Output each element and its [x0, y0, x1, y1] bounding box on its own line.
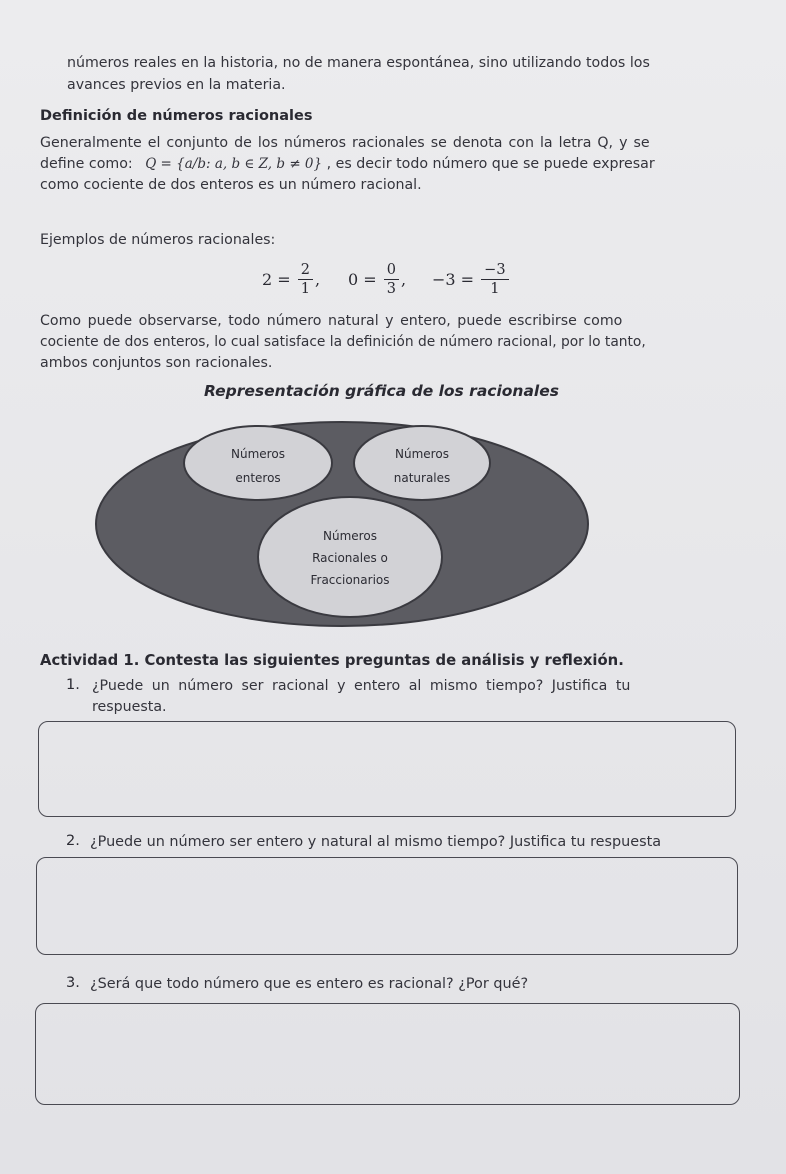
example-2-numerator: 0 — [384, 262, 399, 280]
example-1-lhs: 2 = — [262, 270, 291, 289]
rational-set-formula: Q = {a/b: a, b ∈ Z, b ≠ 0} — [145, 156, 323, 172]
example-2-fraction — [384, 262, 399, 297]
example-1 — [262, 262, 320, 297]
intro-line-1: números reales en la historia, no de manera espontánea, sino utilizando todos los — [67, 55, 650, 71]
question-1-line-2: respuesta. — [92, 699, 167, 715]
example-2-lhs: 0 = — [348, 270, 377, 289]
question-3-number: 3. — [66, 975, 80, 991]
definition-line-2 — [40, 154, 655, 175]
answer-box-2[interactable] — [36, 857, 738, 955]
definition-heading: Definición de números racionales — [40, 108, 313, 124]
racionales-label-3: Fraccionarios — [310, 573, 390, 587]
definition-suffix: , es decir todo número que se puede expresar — [326, 156, 655, 172]
example-1-sep: , — [315, 270, 321, 289]
enteros-ellipse — [184, 426, 332, 500]
activity-heading: Actividad 1. Contesta las siguientes preguntas de análisis y reflexión. — [40, 652, 624, 669]
definition-line-1: Generalmente el conjunto de los números racionales se denota con la letra Q, y se — [40, 135, 650, 151]
examples-heading: Ejemplos de números racionales: — [40, 232, 276, 248]
example-1-fraction — [298, 262, 313, 297]
rationals-venn-diagram — [0, 412, 786, 642]
diagram-title: Representación gráfica de los racionales — [204, 382, 559, 400]
enteros-label-1: Números — [231, 447, 285, 461]
answer-box-3[interactable] — [35, 1003, 740, 1105]
observation-line-3: ambos conjuntos son racionales. — [40, 355, 273, 371]
example-2 — [348, 262, 406, 297]
question-3-line-1: ¿Será que todo número que es entero es racional? ¿Por qué? — [90, 976, 529, 992]
naturales-ellipse — [354, 426, 490, 500]
intro-line-2: avances previos en la materia. — [67, 77, 286, 93]
example-2-denominator: 3 — [386, 281, 396, 297]
example-3-numerator: −3 — [481, 262, 508, 280]
example-1-denominator: 1 — [300, 281, 310, 297]
question-2-number: 2. — [66, 833, 80, 849]
example-3 — [432, 262, 511, 297]
racionales-label-2: Racionales o — [312, 551, 388, 565]
question-2-line-1: ¿Puede un número ser entero y natural al mismo tiempo? Justifica tu respuesta — [90, 834, 662, 850]
observation-line-1: Como puede observarse, todo número natural y entero, puede escribirse como — [40, 313, 623, 329]
example-2-sep: , — [401, 270, 407, 289]
racionales-label-1: Números — [323, 529, 377, 543]
enteros-label-2: enteros — [235, 471, 281, 485]
example-3-denominator: 1 — [490, 281, 500, 297]
answer-box-1[interactable] — [38, 721, 736, 817]
question-1-line-1: ¿Puede un número ser racional y entero al mismo tiempo? Justifica tu — [92, 678, 631, 694]
naturales-label-1: Números — [395, 447, 449, 461]
definition-prefix: define como: — [40, 156, 133, 172]
example-3-lhs: −3 = — [432, 270, 475, 289]
question-1-number: 1. — [66, 677, 80, 693]
naturales-label-2: naturales — [393, 471, 451, 485]
example-3-fraction — [481, 262, 508, 297]
definition-line-3: como cociente de dos enteros es un número racional. — [40, 177, 422, 193]
example-1-numerator: 2 — [298, 262, 313, 280]
observation-line-2: cociente de dos enteros, lo cual satisface la definición de número racional, por lo tanto, — [40, 334, 646, 350]
